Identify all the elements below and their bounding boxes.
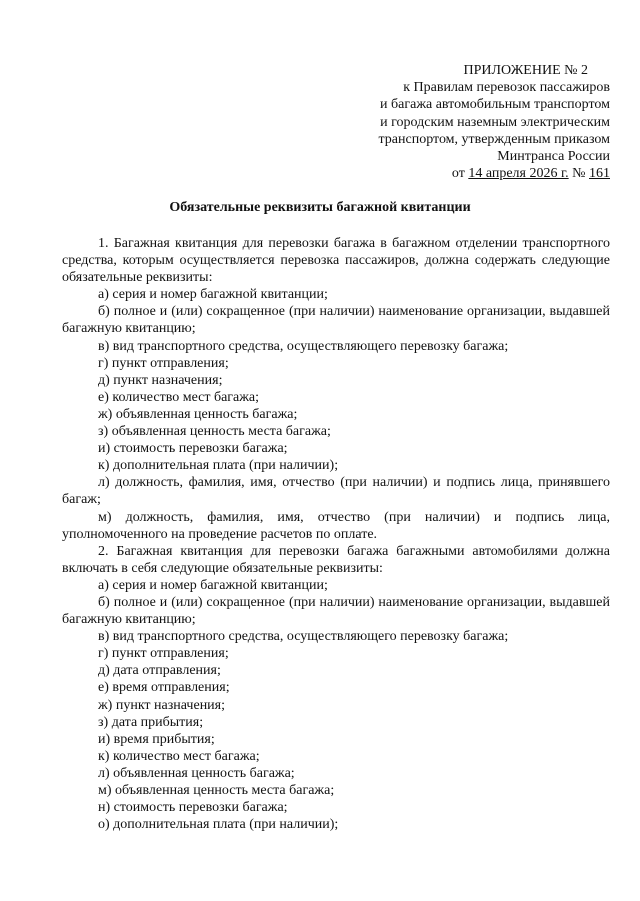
- paragraph: г) пункт отправления;: [98, 646, 229, 662]
- paragraph: е) количество мест багажа;: [98, 389, 260, 405]
- appendix-line: и багажа автомобильным транспортом: [380, 97, 610, 113]
- paragraph: д) дата отправления;: [98, 663, 221, 679]
- appendix-line: Минтранса России: [497, 149, 610, 165]
- paragraph: а) серия и номер багажной квитанции;: [98, 287, 328, 303]
- paragraph: а) серия и номер багажной квитанции;: [98, 577, 328, 593]
- paragraph: 2. Багажная квитанция для перевозки багажа багажными автомобилями должна включать в себя следующие обязательные реквизиты:: [62, 543, 610, 576]
- paragraph: н) стоимость перевозки багажа;: [98, 800, 288, 816]
- paragraph: о) дополнительная плата (при наличии);: [98, 817, 339, 833]
- appendix-header: [310, 62, 610, 182]
- paragraph: ж) объявленная ценность багажа;: [98, 406, 298, 422]
- appendix-line: транспортом, утвержденным приказом: [378, 131, 610, 147]
- paragraph: д) пункт назначения;: [98, 372, 223, 388]
- paragraph: е) время отправления;: [98, 680, 230, 696]
- order-date-line: [310, 165, 610, 182]
- date-prefix: от: [451, 166, 469, 182]
- paragraph: к) количество мест багажа;: [98, 748, 260, 764]
- paragraph: в) вид транспортного средства, осуществляющего перевозку багажа;: [98, 629, 509, 645]
- appendix-line: и городским наземным электрическим: [380, 114, 610, 130]
- paragraph: з) дата прибытия;: [98, 714, 204, 730]
- number-prefix: №: [568, 166, 589, 182]
- order-date: 14 апреля 2026 г.: [468, 166, 569, 182]
- appendix-heading: ПРИЛОЖЕНИЕ № 2: [463, 63, 588, 78]
- paragraph: б) полное и (или) сокращенное (при наличии) наименование организации, выдавшей багажную квитанцию;: [62, 594, 610, 628]
- paragraph: л) должность, фамилия, имя, отчество (при наличии) и подпись лица, принявшего багаж;: [62, 475, 610, 508]
- paragraph: в) вид транспортного средства, осуществляющего перевозку багажа;: [98, 338, 509, 354]
- paragraph: ж) пункт назначения;: [98, 697, 226, 713]
- order-number: 161: [589, 166, 610, 182]
- paragraph: 1. Багажная квитанция для перевозки багажа в багажном отделении транспортного средства, которым осуществляется перевозка пассажиров, должна содержать следующие обязательные реквизиты:: [62, 236, 610, 286]
- paragraph: к) дополнительная плата (при наличии);: [98, 458, 339, 474]
- document-title: Обязательные реквизиты багажной квитанции: [169, 200, 471, 215]
- paragraph: м) объявленная ценность места багажа;: [98, 783, 335, 798]
- paragraph: и) стоимость перевозки багажа;: [98, 441, 288, 457]
- appendix-line: к Правилам перевозок пассажиров: [403, 80, 610, 96]
- paragraph: з) объявленная ценность места багажа;: [98, 424, 331, 440]
- paragraph: м) должность, фамилия, имя, отчество (при наличии) и подпись лица, уполномоченного на проведение расчетов по оплате.: [62, 509, 610, 542]
- paragraph: г) пункт отправления;: [98, 355, 229, 371]
- paragraph: л) объявленная ценность багажа;: [98, 765, 295, 781]
- paragraph: б) полное и (или) сокращенное (при наличии) наименование организации, выдавшей багажную квитанцию;: [62, 304, 610, 337]
- paragraph: и) время прибытия;: [98, 731, 215, 747]
- document-body: [62, 235, 610, 833]
